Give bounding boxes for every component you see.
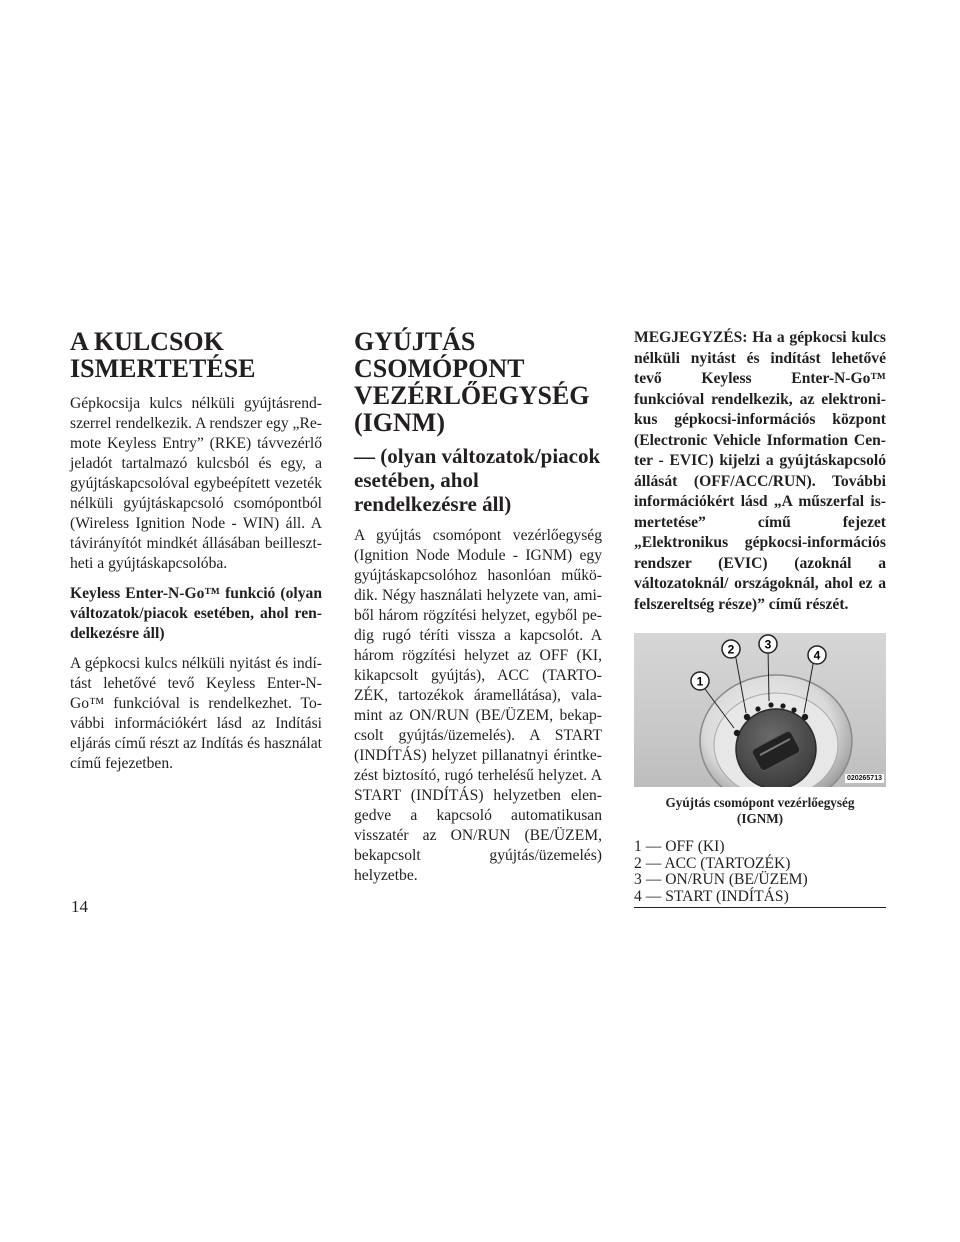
subheading-keyless: Keyless Enter-N-Go™ funkció (olyan változatok/piacok esetében, ahol rendelkezésre áll) <box>70 585 322 642</box>
svg-text:4: 4 <box>813 648 821 663</box>
ignition-node-figure <box>634 633 886 787</box>
legend-item: 1 — OFF (KI) <box>634 838 725 855</box>
title-line-1: GYÚJTÁS CSOMÓPONT <box>354 327 525 383</box>
svg-text:1: 1 <box>696 674 704 689</box>
note-block: MEGJEGYZÉS: Ha a gépkocsi kulcs nélküli nyitást és indítást lehetővé tevő Keyless Enter-N-Go™ funkcióval rendelkezik, az elektronikus gépkocsi-információs központ (Electronic Vehicle Information Center - EVIC) kijelzi a gyújtáskapcsoló állását (OFF/ACC/RUN). További információkért lásd „A műszerfal ismertetése” című fejezet „Elektronikus gépkocsi-információs rendszer (EVIC) (azoknál a változatoknál/ országoknál, ahol ez a felszereltség része)” című részét. <box>634 329 886 613</box>
figure-image-id: 020265713 <box>846 775 882 782</box>
legend-item: 4 — START (INDÍTÁS) <box>634 887 789 905</box>
section-subtitle: — (olyan változatok/piacok esetében, ahol rendelkezésre áll) <box>354 444 601 516</box>
section-title-kulcsok <box>70 328 322 382</box>
legend-item: 3 — ON/RUN (BE/ÜZEM) <box>634 871 808 888</box>
caption-line-1: Gyújtás csomópont vezérlőegység <box>665 795 855 810</box>
callout-4 <box>808 646 826 664</box>
svg-text:2: 2 <box>727 642 735 657</box>
callout-1 <box>691 672 709 690</box>
title-line-1: A KULCSOK <box>70 327 224 356</box>
svg-text:3: 3 <box>764 637 772 652</box>
callout-2 <box>722 640 740 658</box>
column-middle <box>354 328 602 896</box>
column-right <box>634 328 886 908</box>
ignition-switch-illustration <box>634 633 886 787</box>
column-left <box>70 328 322 784</box>
section-title-ignm <box>354 328 602 436</box>
figure-legend <box>634 839 886 908</box>
caption-line-2: (IGNM) <box>736 811 784 826</box>
page-number: 14 <box>71 897 88 916</box>
paragraph-ignm: A gyújtás csomópont vezérlőegység (Ignition Node Module - IGNM) egy gyújtáskapcsolóhoz hasonlóan működik. Négy használati helyzete van, amiből három rögzítési helyzet, egyből pedig rugó téríti vissza a kapcsolót. A három rögzítési helyzet az OFF (KI, kikapcsolt gyújtás), ACC (TARTOZÉK, tartozékok áramellátása), valamint az ON/RUN (BE/ÜZEM, bekapcsolt gyújtás/üzemelés). A START (INDÍTÁS) helyzet pillanatnyi érintkezést biztosító, rugó terhelésű helyzet. A START (INDÍTÁS) helyzetben elengedve a kapcsoló automatikusan visszatér az ON/RUN (BE/ÜZEM, bekapcsolt gyújtás/üzemelés) helyzetbe. <box>354 527 602 884</box>
callout-3 <box>759 635 777 653</box>
figure-caption <box>634 795 886 827</box>
paragraph-keyless: A gépkocsi kulcs nélküli nyitást és indítást lehetővé tevő Keyless Enter-N-Go™ funkcióval is rendelkezhet. További információkért lásd az Indítási eljárás című részt az Indítás és használat című fejezetben. <box>70 655 322 772</box>
title-line-2: ISMERTETÉSE <box>70 354 256 383</box>
legend-item: 2 — ACC (TARTOZÉK) <box>634 854 791 872</box>
paragraph-intro: Gépkocsija kulcs nélküli gyújtásrendszerrel rendelkezik. A rendszer egy „Remote Keyless Entry” (RKE) távvezérlő jeladót tartalmazó kulcsból és egy, a gyújtáskapcsolóval egybeépített vezeték nélküli gyújtáskapcsoló csomópontból (Wireless Ignition Node - WIN) áll. A távirányítót mindkét állásában beillesztheti a gyújtáskapcsolóba. <box>70 395 322 572</box>
title-line-2: VEZÉRLŐEGYSÉG (IGNM) <box>354 381 590 437</box>
